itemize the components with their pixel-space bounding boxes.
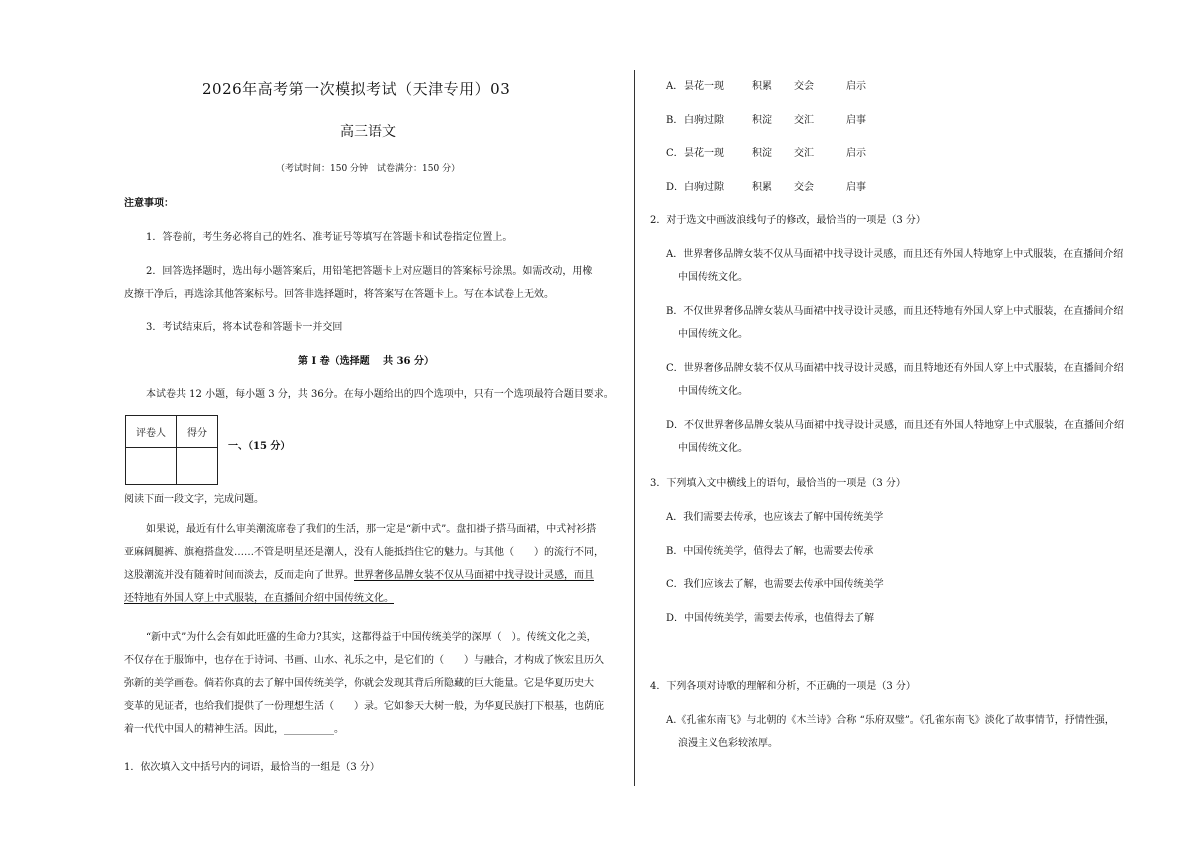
notice-item: 皮擦干净后，再选涂其他答案标号。回答非选择题时，将答案写在答题卡上。写在本试卷上无效。 (124, 289, 554, 300)
q3-option-a[interactable]: A．我们需要去传承，也应该去了解中国传统美学 (666, 512, 884, 523)
question-4-stem: 4．下列各项对诗歌的理解和分析，不正确的一项是（3 分） (650, 681, 916, 692)
passage-paragraph-1 (124, 518, 630, 610)
q3-option-b[interactable]: B．中国传统美学，值得去了解，也需要去传承 (666, 546, 874, 557)
subject-title: 高三语文 (340, 124, 396, 140)
passage-line: 如果说，最近有什么审美潮流席卷了我们的生活，那一定是“新中式”。盘扣褂子搭马面裙，中式衬衫搭 (146, 524, 597, 535)
passage-line: 弥新的美学画卷。倘若你真的去了解中国传统美学，你就会发现其背后所隐藏的巨大能量。它是华夏历史大 (124, 678, 594, 689)
notice-heading: 注意事项： (124, 198, 174, 209)
column-divider (634, 70, 635, 786)
section-intro: 本试卷共 12 小题，每小题 3 分，共 36分。在每小题给出的四个选项中，只有一个选项最符合题目要求。 (146, 389, 614, 400)
passage-paragraph-2 (124, 626, 630, 741)
question-2-stem: 2．对于选文中画波浪线句子的修改，最恰当的一项是（3 分） (650, 215, 926, 226)
notice-item: 3．考试结束后，将本试卷和答题卡一并交回 (146, 322, 343, 333)
q1-option-d[interactable]: D．白驹过隙 积累 交会 启事 (666, 182, 866, 193)
passage-line: 这股潮流并没有随着时间而淡去，反而走向了世界。 (124, 570, 354, 581)
wavy-underlined-sentence: 世界奢侈品牌女装不仅从马面裙中找寻设计灵感，而且 (354, 570, 594, 581)
question-1-stem: 1．依次填入文中括号内的词语，最恰当的一组是（3 分） (124, 762, 380, 773)
passage-line: 变革的见证者，也给我们提供了一份理想生活（ ）录。它如参天大树一般，为华夏民族打下根基，也荫庇 (124, 701, 604, 712)
q2-option-d-cont: 中国传统文化。 (678, 443, 748, 454)
section-heading: 第 I 卷（选择题 共 36 分） (298, 356, 435, 367)
q4-option-a[interactable]: A.《孔雀东南飞》与北朝的《木兰诗》合称 “乐府双璧”。《孔雀东南飞》淡化了故事情节，抒情性强， (666, 715, 1115, 726)
q2-option-b[interactable]: B．不仅世界奢侈品牌女装从马面裙中找寻设计灵感，而且还特地有外国人穿上中式服装，在直播间介绍 (666, 306, 1124, 317)
q2-option-b-cont: 中国传统文化。 (678, 329, 748, 340)
q2-option-d[interactable]: D．不仅世界奢侈品牌女装从马面裙中找寻设计灵感，而且还有外国人特地穿上中式服装，在直播间介绍 (666, 420, 1125, 431)
notice-item: 2．回答选择题时，选出每小题答案后，用铅笔把答题卡上对应题目的答案标号涂黑。如需改动，用橡 (146, 266, 593, 277)
score-table (125, 415, 218, 485)
q1-option-b[interactable]: B．白驹过隙 积淀 交汇 启事 (666, 115, 866, 126)
right-column (650, 0, 1150, 849)
q3-option-d[interactable]: D．中国传统美学，需要去传承，也值得去了解 (666, 613, 875, 624)
q2-option-a[interactable]: A．世界奢侈品牌女装不仅从马面裙中找寻设计灵感，而且还有外国人特地穿上中式服装，在直播间介绍 (666, 249, 1124, 260)
score-cell[interactable] (177, 448, 218, 485)
exam-title: 2026年高考第一次模拟考试（天津专用）03 (202, 80, 511, 98)
passage-line: 不仅存在于服饰中，也存在于诗词、书画、山水、礼乐之中，是它们的（ ）与融合，才构成了恢宏且历久 (124, 655, 604, 666)
wavy-underlined-sentence: 还特地有外国人穿上中式服装，在直播间介绍中国传统文化。 (124, 593, 394, 604)
q2-option-c-cont: 中国传统文化。 (678, 386, 748, 397)
q1-option-c[interactable]: C．昙花一现 积淀 交汇 启示 (666, 148, 866, 159)
passage-line: 着一代代中国人的精神生活。因此，__________。 (124, 724, 344, 735)
passage-line (124, 564, 630, 587)
q1-option-a[interactable]: A．昙花一现 积累 交会 启示 (666, 81, 866, 92)
q4-option-a-cont: 浪漫主义色彩较浓厚。 (678, 738, 778, 749)
q3-option-c[interactable]: C．我们应该去了解，也需要去传承中国传统美学 (666, 579, 884, 590)
score-table-header: 评卷人 (126, 416, 177, 448)
passage-instruction: 阅读下面一段文字，完成问题。 (124, 494, 264, 505)
exam-info: （考试时间：150 分钟 试卷满分：150 分） (276, 164, 461, 174)
passage-line: “新中式”为什么会有如此旺盛的生命力?其实，这都得益于中国传统美学的深厚（ ）。传统文化之美， (146, 632, 597, 643)
part-label: 一、（15 分） (228, 441, 291, 452)
left-column (118, 0, 630, 849)
score-table-header: 得分 (177, 416, 218, 448)
q2-option-a-cont: 中国传统文化。 (678, 272, 748, 283)
q2-option-c[interactable]: C．世界奢侈品牌女装不仅从马面裙中找寻设计灵感，而且特地还有外国人穿上中式服装，在直播间介绍 (666, 363, 1124, 374)
notice-item: 1．答卷前，考生务必将自己的姓名、准考证号等填写在答题卡和试卷指定位置上。 (146, 232, 513, 243)
question-3-stem: 3．下列填入文中横线上的语句，最恰当的一项是（3 分） (650, 478, 906, 489)
passage-line: 亚麻阔腿裤、旗袍搭盘发……不管是明星还是潮人，没有人能抵挡住它的魅力。与其他（ ）的流行不同， (124, 547, 604, 558)
score-cell[interactable] (126, 448, 177, 485)
